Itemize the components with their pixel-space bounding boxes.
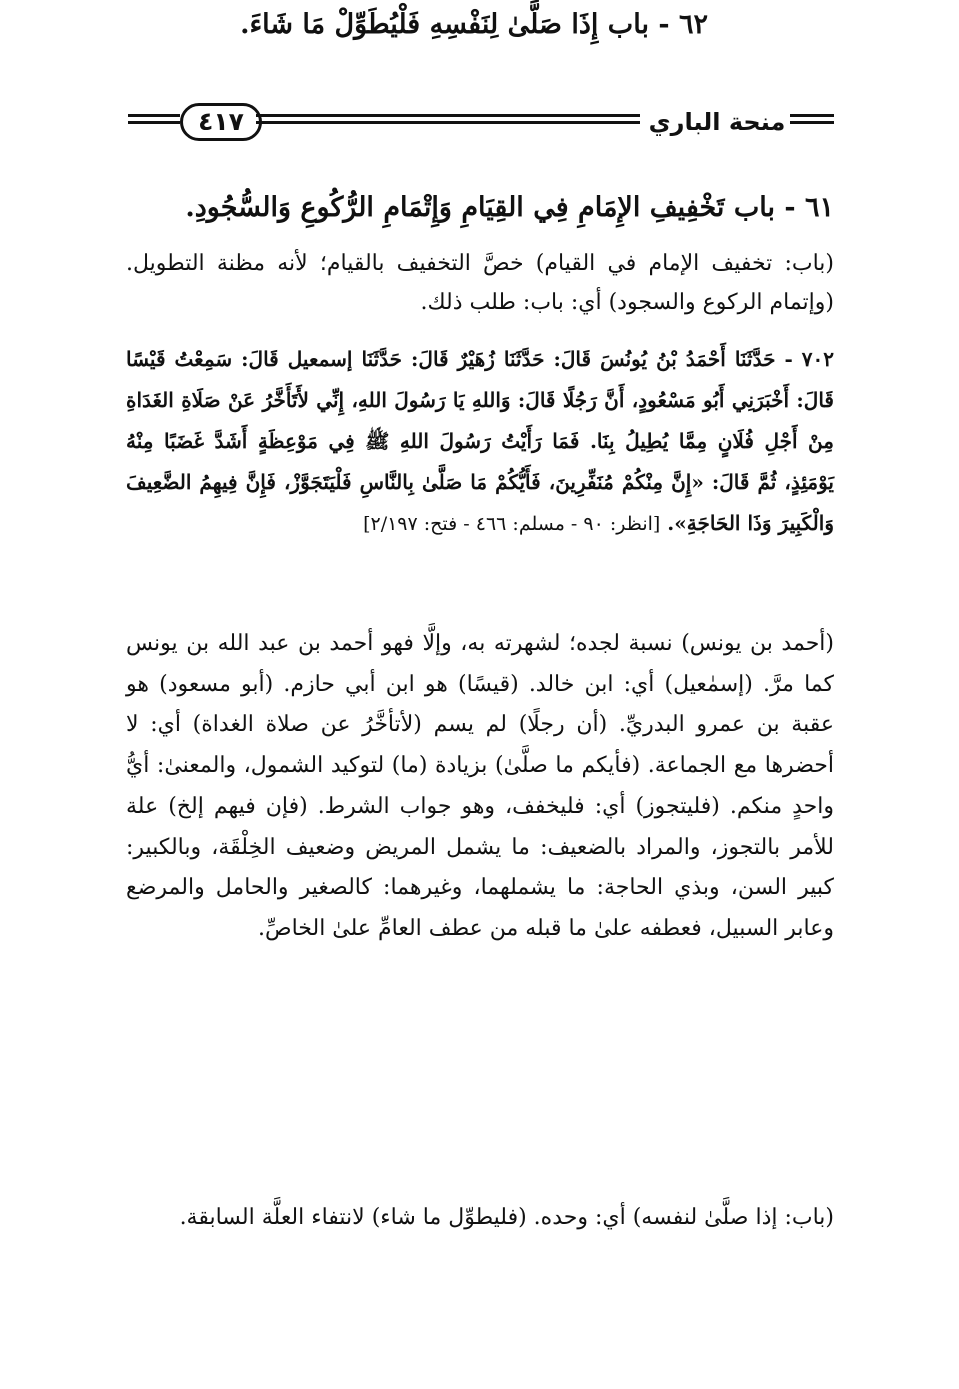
header-rule-right [790, 114, 834, 128]
hadith-reference: [انظر: ٩٠ - مسلم: ٤٦٦ - فتح: ٢/١٩٧] [363, 513, 661, 535]
hadith-702 [126, 339, 834, 545]
hadith-text: ٧٠٢ - حَدَّثَنَا أَحْمَدُ بْنُ يُونُسَ قَالَ: حَدَّثَنَا زُهَيْرٌ قَالَ: حَدَّثَنَا إسمعيل قَالَ: سَمِعْتُ قَيْسًا قَالَ: أَخْبَرَنِي أَبُو مَسْعُودٍ، أَنَّ رَجُلًا قَالَ: وَاللهِ يَا رَسُولَ اللهِ، إِنِّي لأَتَأَخَّرُ عَنْ صَلَاةِ الغَدَاةِ مِنْ أَجْلِ فُلَانٍ مِمَّا يُطِيلُ بِنَا. فَمَا رَأَيْتُ رَسُولَ اللهِ ﷺ فِي مَوْعِظَةٍ أَشَدَّ غَضَبًا مِنْهُ يَوْمَئِذٍ، ثُمَّ قَالَ: «إِنَّ مِنْكُمْ مُنَفِّرِينَ، فَأَيُّكُمْ مَا صَلَّىٰ بِالنَّاسِ فَلْيَتَجَوَّزْ، فَإِنَّ فِيهِمُ الضَّعِيفَ وَالْكَبِيرَ وَذَا الحَاجَةِ». [126, 347, 834, 535]
chapter-62-heading: ٦٢ - باب إِذَا صَلَّىٰ لِنَفْسِهِ فَلْيُطَوِّلْ مَا شَاءَ. [240, 9, 708, 40]
page-number: ٤١٧ [180, 103, 262, 141]
book-title: منحة الباري [648, 108, 786, 136]
running-header [128, 100, 834, 144]
chapter-61-heading: ٦١ - باب تَخْفِيفِ الإِمَامِ فِي القِيَامِ وَإِتْمَامِ الرُّكُوعِ وَالسُّجُودِ. [185, 192, 834, 223]
hadith-explanation: (أحمد بن يونس) نسبة لجده؛ لشهرته به، وإلَّا فهو أحمد بن عبد الله بن يونس كما مرَّ. (إسمٰعيل) أي: ابن خالد. (قيسًا) هو ابن أبي حازم. (أبو مسعود) هو عقبة بن عمرو البدريِّ. (أن رجلًا) لم يسم (لأتأخَّرُ عن صلاة الغداة) أي: لا أحضرها مع الجماعة. (فأيكم ما صلَّىٰ) بزيادة (ما) لتوكيد الشمول، والمعنىٰ: أيُّ واحدٍ منكم. (فليتجوز) أي: فليخفف، وهو جواب الشرط. (فإن فيهم إلخ) علة للأمر بالتجوز، والمراد بالضعيف: ما يشمل المريض وضعيف الخِلْقَة، وبالكبير: كبير السن، وبذي الحاجة: ما يشملهما، وغيرهما: كالصغير والحامل والمرضع وعابر السبيل، فعطفه علىٰ ما قبله من عطف العامِّ علىٰ الخاصِّ. [126, 631, 834, 941]
header-rule-middle [256, 114, 640, 128]
chapter-61-commentary: (باب: تخفيف الإمام في القيام) خصَّ التخفيف بالقيام؛ لأنه مظنة التطويل. (وإتمام الركوع والسجود) أي: باب: طلب ذلك. [126, 251, 834, 315]
header-rule-left [128, 114, 180, 128]
chapter-62-commentary: (باب: إذا صلَّىٰ لنفسه) أي: وحده. (فليطوِّل ما شاء) لانتفاء العلَّة السابقة. [179, 1205, 834, 1230]
